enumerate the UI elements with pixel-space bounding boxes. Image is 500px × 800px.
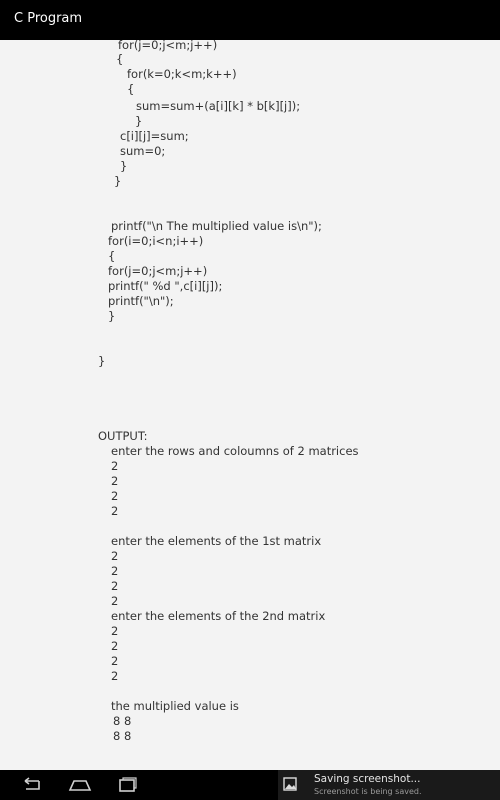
home-icon [67, 777, 93, 793]
output-line: 2 [111, 639, 119, 653]
output-line: enter the elements of the 2nd matrix [111, 609, 326, 623]
notification-subtitle: Screenshot is being saved. [314, 787, 422, 796]
output-line: 2 [111, 489, 119, 503]
code-line: } [135, 114, 143, 128]
code-line: for(j=0;j<m;j++) [118, 40, 218, 52]
output-line: enter the elements of the 1st matrix [111, 534, 322, 548]
recent-apps-button[interactable] [106, 770, 146, 800]
output-line: 2 [111, 579, 119, 593]
output-line: 2 [111, 549, 119, 563]
output-line: 2 [111, 669, 119, 683]
code-line: for(j=0;j<m;j++) [108, 264, 208, 278]
output-line: 2 [111, 474, 119, 488]
output-line: 2 [111, 564, 119, 578]
code-line: } [114, 174, 122, 188]
code-line: for(k=0;k<m;k++) [127, 67, 237, 81]
output-line: enter the rows and coloumns of 2 matrices [111, 444, 359, 458]
code-line: } [120, 159, 128, 173]
code-line: printf(" %d ",c[i][j]); [108, 279, 223, 293]
back-arrow-icon [18, 777, 42, 793]
output-line: 2 [111, 504, 119, 518]
home-button[interactable] [57, 770, 97, 800]
image-icon [283, 777, 297, 791]
output-line: OUTPUT: [98, 429, 148, 443]
app-title: C Program [14, 11, 83, 26]
code-line: } [108, 309, 116, 323]
code-line: sum=0; [120, 144, 166, 158]
code-line: sum=sum+(a[i][k] * b[k][j]); [136, 99, 301, 113]
output-line: 2 [111, 459, 119, 473]
output-line: 8 8 [113, 729, 132, 743]
code-line: { [116, 52, 124, 66]
recent-apps-icon [116, 777, 138, 793]
code-line: for(i=0;i<n;i++) [108, 234, 204, 248]
output-line: the multiplied value is [111, 699, 239, 713]
code-line: { [127, 82, 135, 96]
notification-title: Saving screenshot... [314, 773, 421, 785]
program-text-area[interactable] [0, 40, 500, 770]
output-line: 2 [111, 624, 119, 638]
code-line: printf("\n The multiplied value is\n"); [111, 219, 322, 233]
action-bar [0, 0, 500, 40]
code-line: c[i][j]=sum; [120, 129, 189, 143]
code-line: { [108, 249, 116, 263]
code-line: printf("\n"); [108, 294, 174, 308]
screenshot-notification[interactable] [278, 770, 500, 800]
output-line: 8 8 [113, 714, 132, 728]
output-line: 2 [111, 594, 119, 608]
output-line: 2 [111, 654, 119, 668]
code-line: } [98, 354, 106, 368]
back-button[interactable] [8, 770, 48, 800]
